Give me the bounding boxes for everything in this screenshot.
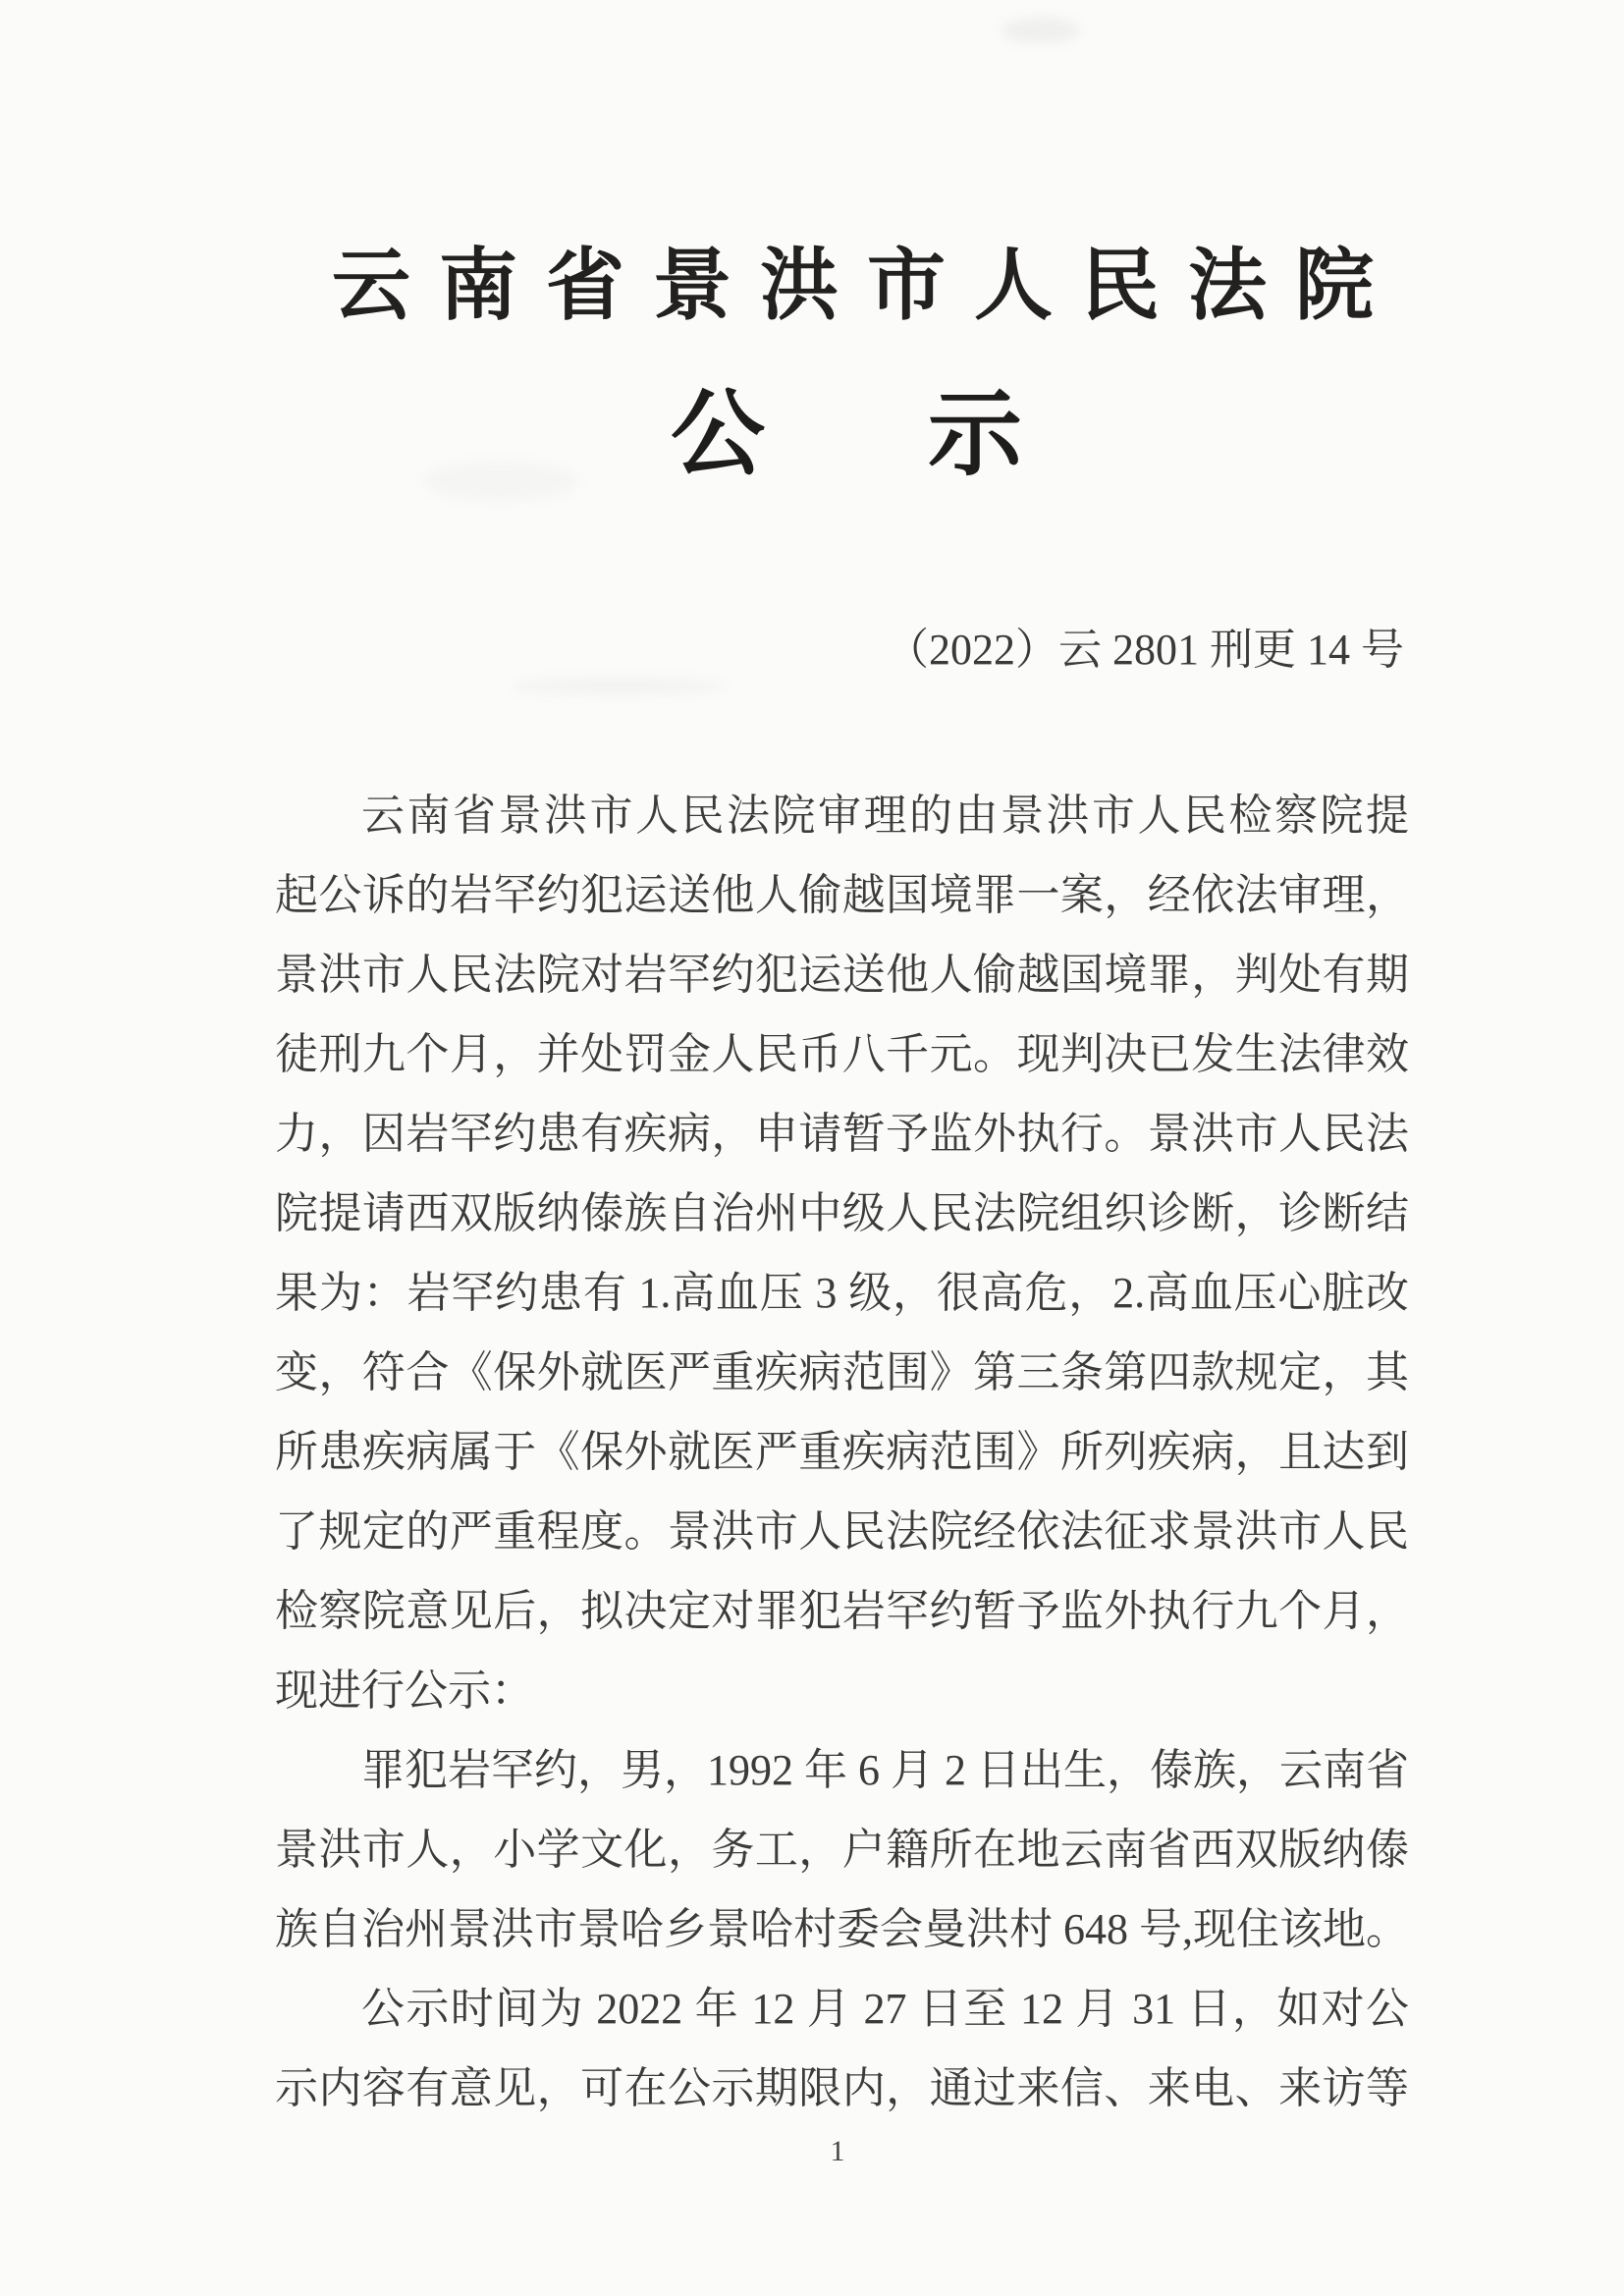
body-line: 了规定的严重程度。景洪市人民法院经依法征求景洪市人民: [275, 1507, 1409, 1556]
body-line: 示内容有意见，可在公示期限内，通过来信、来电、来访等: [275, 2064, 1409, 2112]
notice-title-char: 公: [671, 382, 765, 487]
court-name-heading: 云南省景洪市人民法院: [332, 244, 1402, 330]
page-number: 1: [830, 2135, 845, 2167]
body-line: 院提请西双版纳傣族自治州中级人民法院组织诊断，诊断结: [275, 1189, 1409, 1237]
body-line: 族自治州景洪市景哈乡景哈村委会曼洪村 648 号,现住该地。: [275, 1905, 1409, 1953]
body-line: 公示时间为 2022 年 12 月 27 日至 12 月 31 日，如对公: [361, 1985, 1409, 2033]
scan-artifact: [1001, 18, 1080, 43]
scan-artifact: [511, 678, 727, 695]
body-line: 果为：岩罕约患有 1.高血压 3 级，很高危，2.高血压心脏改: [275, 1269, 1409, 1317]
notice-title-char: 示: [928, 382, 1022, 487]
body-line: 变，符合《保外就医严重疾病范围》第三条第四款规定，其: [275, 1348, 1409, 1396]
body-line: 力，因岩罕约患有疾病，申请暂予监外执行。景洪市人民法: [275, 1110, 1409, 1158]
body-line: 起公诉的岩罕约犯运送他人偷越国境罪一案，经依法审理，: [275, 871, 1409, 919]
notice-title: [671, 382, 1022, 487]
body-line: 景洪市人，小学文化，务工，户籍所在地云南省西双版纳傣: [275, 1826, 1409, 1874]
body-line: 所患疾病属于《保外就医严重疾病范围》所列疾病，且达到: [275, 1428, 1409, 1476]
case-number: （2022）云 2801 刑更 14 号: [886, 626, 1404, 674]
body-line: 罪犯岩罕约，男，1992 年 6 月 2 日出生，傣族，云南省: [361, 1746, 1409, 1794]
body-line: 现进行公示：: [275, 1667, 534, 1715]
body-line: 检察院意见后，拟决定对罪犯岩罕约暂予监外执行九个月，: [275, 1587, 1409, 1635]
scan-artifact: [422, 462, 579, 501]
body-line: 景洪市人民法院对岩罕约犯运送他人偷越国境罪，判处有期: [275, 951, 1409, 999]
body-line: 徒刑九个月，并处罚金人民币八千元。现判决已发生法律效: [275, 1030, 1409, 1078]
body-line: 云南省景洪市人民法院审理的由景洪市人民检察院提: [361, 792, 1409, 840]
document-body: [275, 776, 1409, 2128]
